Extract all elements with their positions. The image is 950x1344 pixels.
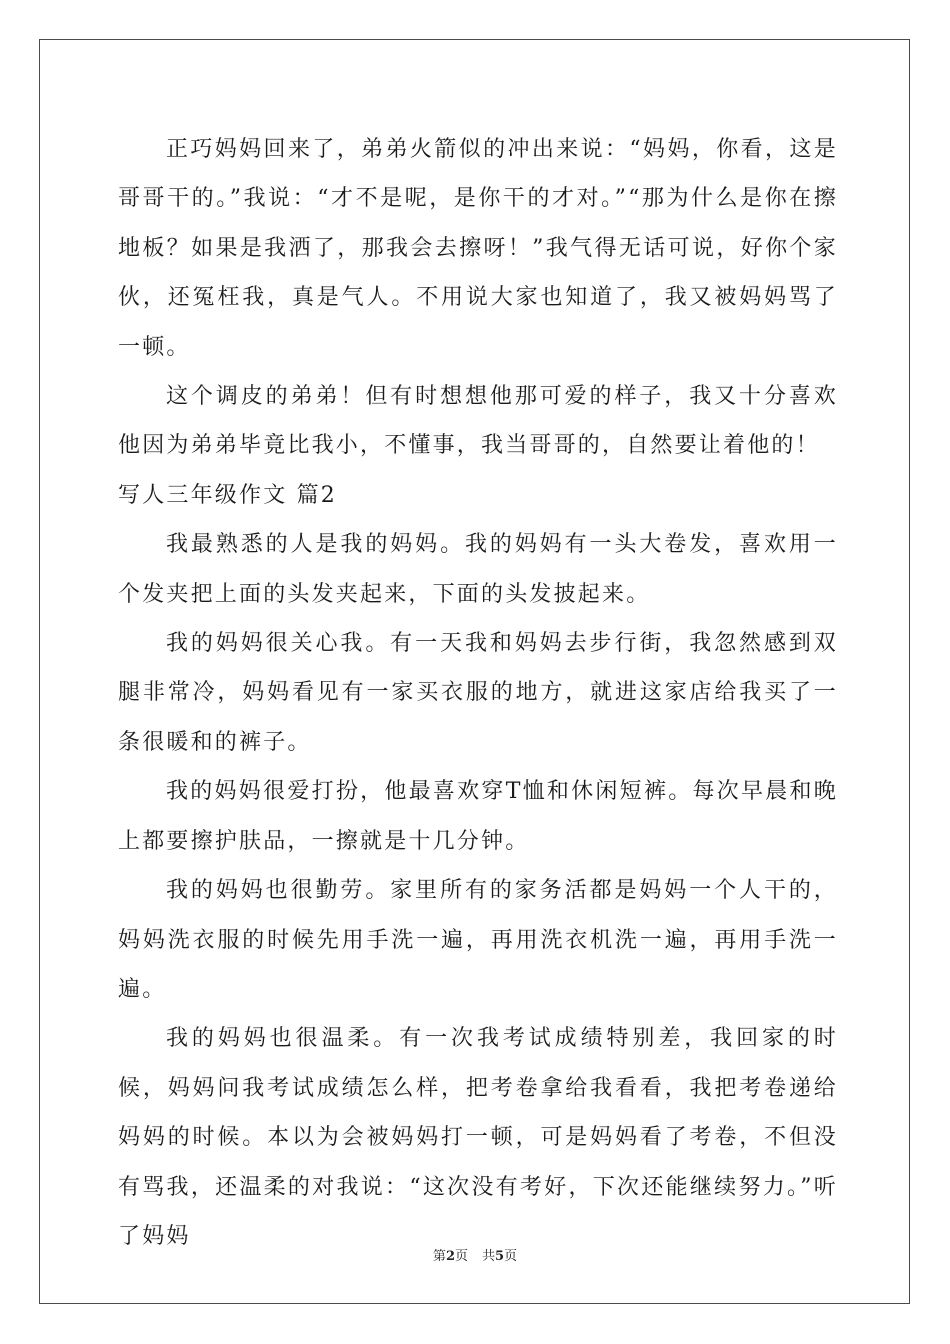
paragraph: 我最熟悉的人是我的妈妈。我的妈妈有一头大卷发，喜欢用一个发夹把上面的头发夹起来，下面的头发披起来。 <box>118 532 838 607</box>
paragraph: 我的妈妈很爱打扮，他最喜欢穿T恤和休闲短裤。每次早晨和晚上都要擦护肤品，一擦就是十几分钟。 <box>118 779 838 854</box>
page-footer <box>0 1245 950 1264</box>
paragraph: 正巧妈妈回来了，弟弟火箭似的冲出来说：“妈妈，你看，这是哥哥干的。”我说：“才不是呢，是你干的才对。”“那为什么是你在擦地板？如果是我洒了，那我会去擦呀！”我气得无话可说，好你个家伙，还冤枉我，真是气人。不用说大家也知道了，我又被妈妈骂了一顿。 <box>118 137 838 360</box>
paragraph: 我的妈妈也很勤劳。家里所有的家务活都是妈妈一个人干的，妈妈洗衣服的时候先用手洗一遍，再用洗衣机洗一遍，再用手洗一遍。 <box>118 878 838 1002</box>
paragraph: 我的妈妈很关心我。有一天我和妈妈去步行街，我忽然感到双腿非常冷，妈妈看见有一家买衣服的地方，就进这家店给我买了一条很暖和的裤子。 <box>118 631 838 755</box>
page-number: 第2页 <box>432 1249 468 1264</box>
document-body <box>118 125 838 1261</box>
paragraph: 这个调皮的弟弟！但有时想想他那可爱的样子，我又十分喜欢他因为弟弟毕竟比我小，不懂事，我当哥哥的，自然要让着他的！ <box>118 384 838 459</box>
paragraph: 我的妈妈也很温柔。有一次我考试成绩特别差，我回家的时候，妈妈问我考试成绩怎么样，把考卷拿给我看看，我把考卷递给妈妈的时候。本以为会被妈妈打一顿，可是妈妈看了考卷，不但没有骂我，还温柔的对我说：“这次没有考好，下次还能继续努力。”听了妈妈 <box>118 1026 838 1249</box>
section-heading: 写人三年级作文 篇2 <box>118 482 337 508</box>
page-total: 共5页 <box>482 1249 518 1264</box>
